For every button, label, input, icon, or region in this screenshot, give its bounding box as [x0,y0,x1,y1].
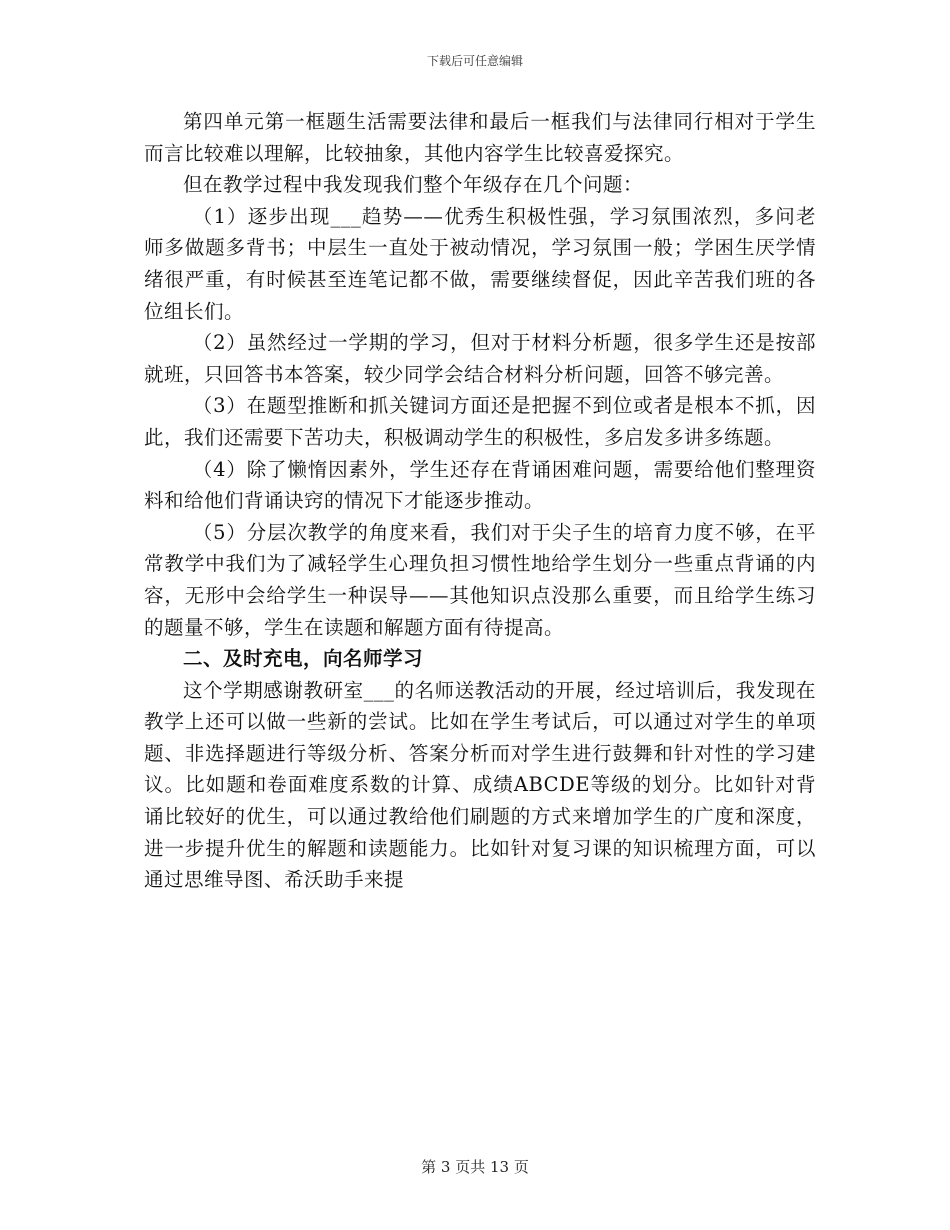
problem-item-2: （2）虽然经过一学期的学习，但对于材料分析题，很多学生还是按部就班，只回答书本答案，较少同学会结合材料分析问题，回答不够完善。 [144,331,816,386]
paragraph-problems-lead: 但在教学过程中我发现我们整个年级存在几个问题： [183,173,644,197]
paragraph-training: 这个学期感谢教研室___的名师送教活动的开展，经过培训后，我发现在教学上还可以做一些新的尝试。比如在学生考试后，可以通过对学生的单项题、非选择题进行等级分析、答案分析而对学生进行鼓舞和针对性的学习建议。比如题和卷面难度系数的计算、成绩ABCDE等级的划分。比如针对背诵比较好的优生，可以通过教给他们刷题的方式来增加学生的广度和深度，进一步提升优生的解题和读题能力。比如针对复习课的知识梳理方面，可以通过思维导图、希沃助手来提 [144,678,816,892]
problem-item-5: （5）分层次教学的角度来看，我们对于尖子生的培育力度不够，在平常教学中我们为了减轻学生心理负担习惯性地给学生划分一些重点背诵的内容，无形中会给学生一种误导——其他知识点没那么重要，而且给学生练习的题量不够，学生在读题和解题方面有待提高。 [144,520,816,639]
section-heading-2: 二、及时充电，向名师学习 [183,647,424,671]
document-body [144,106,816,896]
problem-item-1: （1）逐步出现___趋势——优秀生积极性强，学习氛围浓烈，多问老师多做题多背书；中层生一直处于被动情况，学习氛围一般；学困生厌学情绪很严重，有时候甚至连笔记都不做，需要继续督促，因此辛苦我们班的各位组长们。 [144,204,816,323]
page-footer: 第 3 页共 13 页 [421,1158,529,1176]
paragraph-intro: 第四单元第一框题生活需要法律和最后一框我们与法律同行相对于学生而言比较难以理解，比较抽象，其他内容学生比较喜爱探究。 [144,110,816,165]
problem-item-3: （3）在题型推断和抓关键词方面还是把握不到位或者是根本不抓，因此，我们还需要下苦功夫，积极调动学生的积极性，多启发多讲多练题。 [144,394,816,449]
problem-item-4: （4）除了懒惰因素外，学生还存在背诵困难问题，需要给他们整理资料和给他们背诵诀窍的情况下才能逐步推动。 [144,457,816,513]
page-header: 下载后可任意编辑 [426,54,523,68]
